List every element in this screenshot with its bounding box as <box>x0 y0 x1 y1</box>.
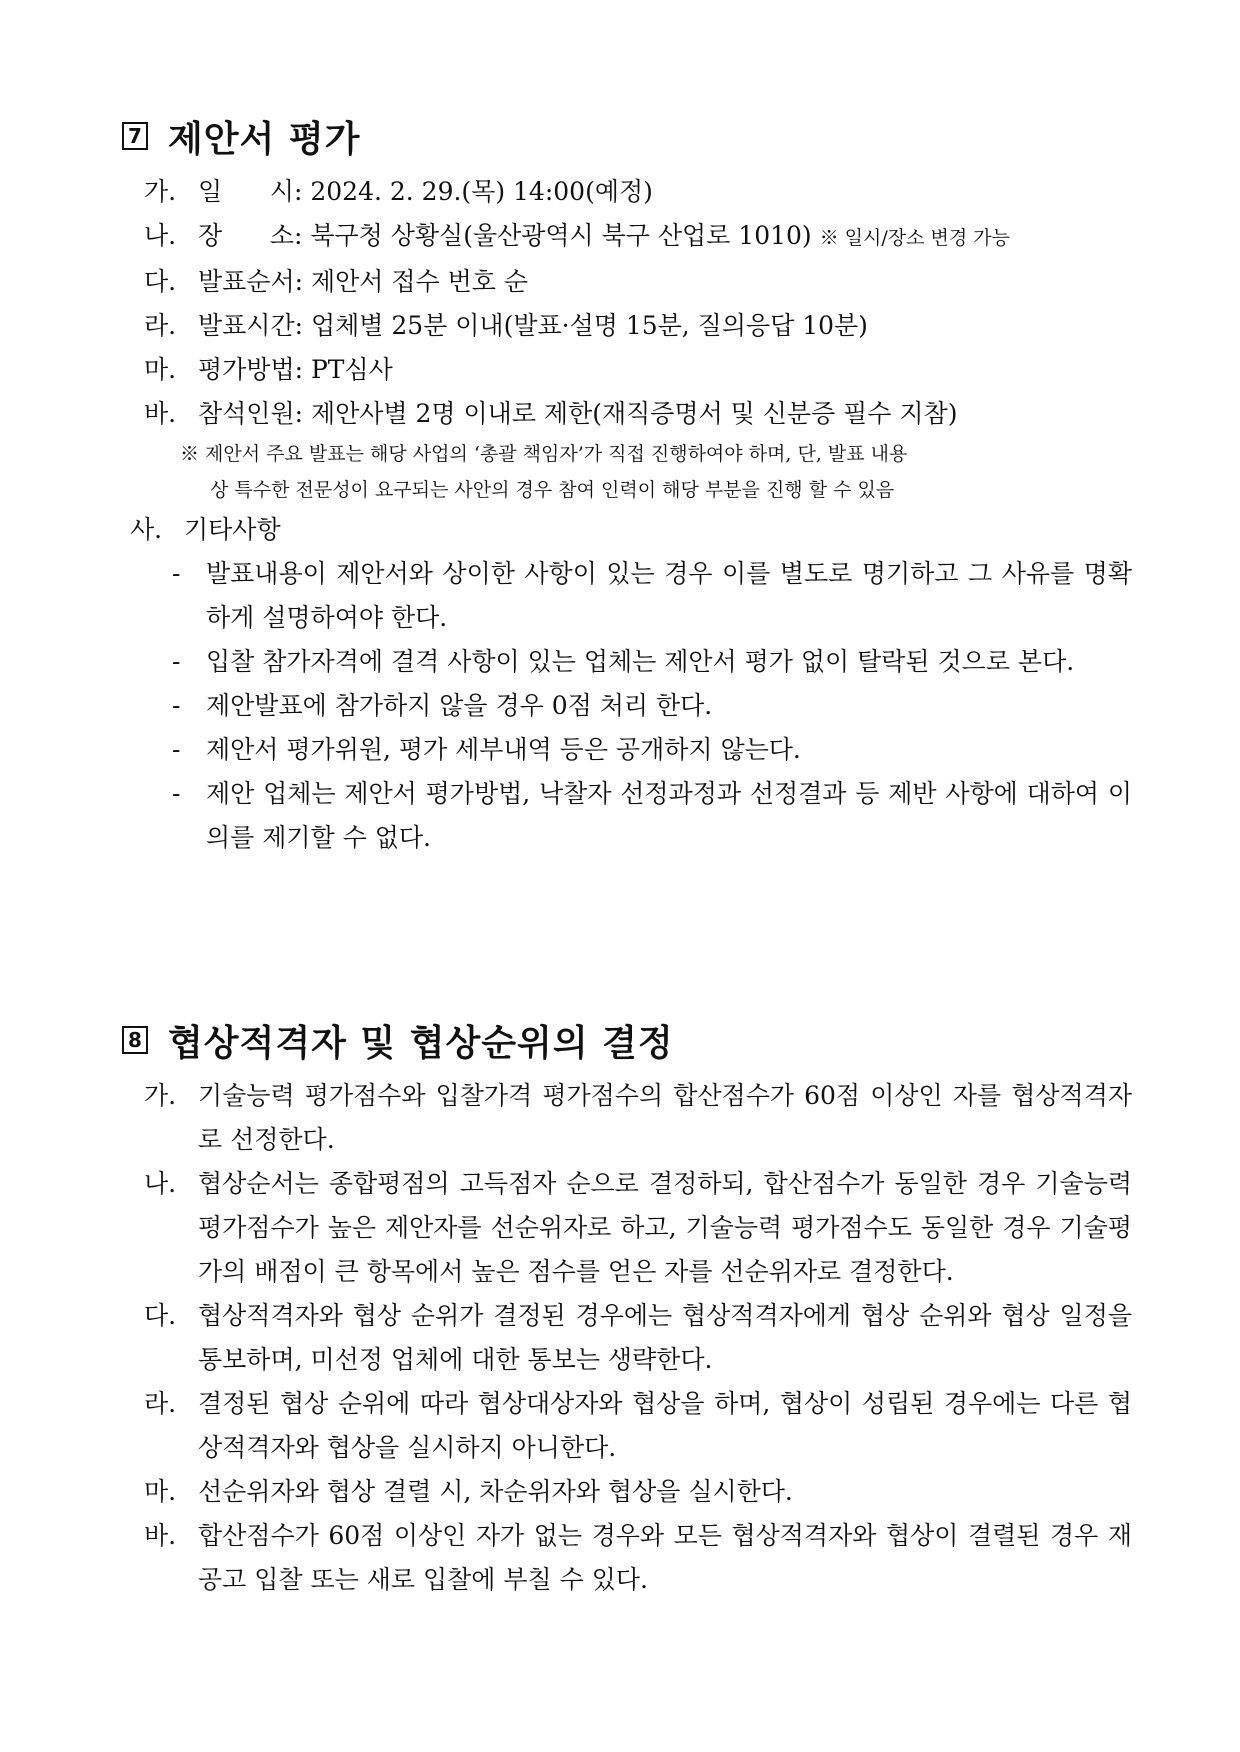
item-label: 가. <box>144 177 177 206</box>
section-proposal-evaluation <box>122 108 1132 860</box>
list-item <box>122 170 1132 214</box>
list-item <box>122 348 1132 392</box>
item-label: 마. <box>144 1477 177 1506</box>
list-item <box>122 1382 1132 1470</box>
item-text: 선순위자와 협상 결렬 시, 차순위자와 협상을 실시한다. <box>198 1477 793 1506</box>
bullet-item <box>122 728 1132 772</box>
item-label: 나. <box>144 221 177 250</box>
item-label: 사. <box>130 515 163 544</box>
bullet-text: 제안발표에 참가하지 않을 경우 0점 처리 한다. <box>206 691 713 720</box>
bullet-text: 입찰 참가자격에 결격 사항이 있는 업체는 제안서 평가 없이 탈락된 것으로 본다. <box>206 647 1075 676</box>
item-label: 나. <box>144 1169 177 1198</box>
item-text: 기타사항 <box>184 515 281 544</box>
bullet-item <box>122 772 1132 860</box>
list-item <box>122 214 1132 260</box>
bullet-item <box>122 552 1132 640</box>
item-label: 바. <box>144 399 177 428</box>
item-text: 발표순서: 제안서 접수 번호 순 <box>198 267 529 296</box>
list-item <box>122 392 1132 436</box>
section-number-box: 7 <box>122 122 148 150</box>
bullet-text: 제안서 평가위원, 평가 세부내역 등은 공개하지 않는다. <box>206 735 801 764</box>
item-label: 라. <box>144 311 177 340</box>
other-matters-heading <box>122 508 1132 552</box>
section-negotiation <box>122 1012 1132 1602</box>
item-text: 합산점수가 60점 이상인 자가 없는 경우와 모든 협상적격자와 협상이 결렬된 경우 재공고 입찰 또는 새로 입찰에 부칠 수 있다. <box>198 1521 1132 1594</box>
item-label: 바. <box>144 1521 177 1550</box>
note-line: 상 특수한 전문성이 요구되는 사안의 경우 참여 인력이 해당 부분을 진행 할 수 있음 <box>210 479 895 501</box>
bullet-text: 제안 업체는 제안서 평가방법, 낙찰자 선정과정과 선정결과 등 제반 사항에 대하여 이의를 제기할 수 없다. <box>206 779 1132 852</box>
item-text: 참석인원: 제안사별 2명 이내로 제한(재직증명서 및 신분증 필수 지참) <box>198 399 958 428</box>
list-item <box>122 1470 1132 1514</box>
section-number-box: 8 <box>122 1026 148 1054</box>
list-item <box>122 1162 1132 1294</box>
list-item <box>122 1074 1132 1162</box>
dash-icon: - <box>172 735 181 764</box>
section-heading <box>122 1012 1132 1068</box>
dash-icon: - <box>172 559 181 588</box>
bullet-text: 발표내용이 제안서와 상이한 사항이 있는 경우 이를 별도로 명기하고 그 사유를 명확하게 설명하여야 한다. <box>206 559 1132 632</box>
item-text: 장 소: 북구청 상황실(울산광역시 북구 산업로 1010) <box>198 221 812 250</box>
item-note: ※ 일시/장소 변경 가능 <box>819 227 1010 249</box>
item-text: 결정된 협상 순위에 따라 협상대상자와 협상을 하며, 협상이 성립된 경우에는 다른 협상적격자와 협상을 실시하지 아니한다. <box>198 1389 1132 1462</box>
list-item <box>122 260 1132 304</box>
item-label: 다. <box>144 267 177 296</box>
item-label: 가. <box>144 1081 177 1110</box>
item-label: 다. <box>144 1301 177 1330</box>
list-item <box>122 1514 1132 1602</box>
presentation-note <box>122 436 1132 508</box>
item-text: 발표시간: 업체별 25분 이내(발표·설명 15분, 질의응답 10분) <box>198 311 868 340</box>
item-text: 협상순서는 종합평점의 고득점자 순으로 결정하되, 합산점수가 동일한 경우 기술능력 평가점수가 높은 제안자를 선순위자로 하고, 기술능력 평가점수도 동일한 경우 기술평가의 배점이 큰 항목에서 높은 점수를 얻은 자를 선순위자로 결정한다. <box>198 1169 1132 1286</box>
section-title: 제안서 평가 <box>168 118 361 160</box>
section-title: 협상적격자 및 협상순위의 결정 <box>168 1022 674 1064</box>
bullet-item <box>122 684 1132 728</box>
item-text: 평가방법: PT심사 <box>198 355 393 384</box>
item-label: 마. <box>144 355 177 384</box>
bullet-item <box>122 640 1132 684</box>
dash-icon: - <box>172 691 181 720</box>
dash-icon: - <box>172 779 181 808</box>
item-text: 일 시: 2024. 2. 29.(목) 14:00(예정) <box>198 177 653 206</box>
item-text-wrapper <box>198 214 1132 260</box>
note-line: ※ 제안서 주요 발표는 해당 사업의 ‘총괄 책임자’가 직접 진행하여야 하며, 단, 발표 내용 <box>180 443 908 465</box>
section-heading <box>122 108 1132 164</box>
item-label: 라. <box>144 1389 177 1418</box>
list-item <box>122 1294 1132 1382</box>
dash-icon: - <box>172 647 181 676</box>
item-text: 기술능력 평가점수와 입찰가격 평가점수의 합산점수가 60점 이상인 자를 협상적격자로 선정한다. <box>198 1081 1132 1154</box>
item-text: 협상적격자와 협상 순위가 결정된 경우에는 협상적격자에게 협상 순위와 협상 일정을 통보하며, 미선정 업체에 대한 통보는 생략한다. <box>198 1301 1132 1374</box>
list-item <box>122 304 1132 348</box>
